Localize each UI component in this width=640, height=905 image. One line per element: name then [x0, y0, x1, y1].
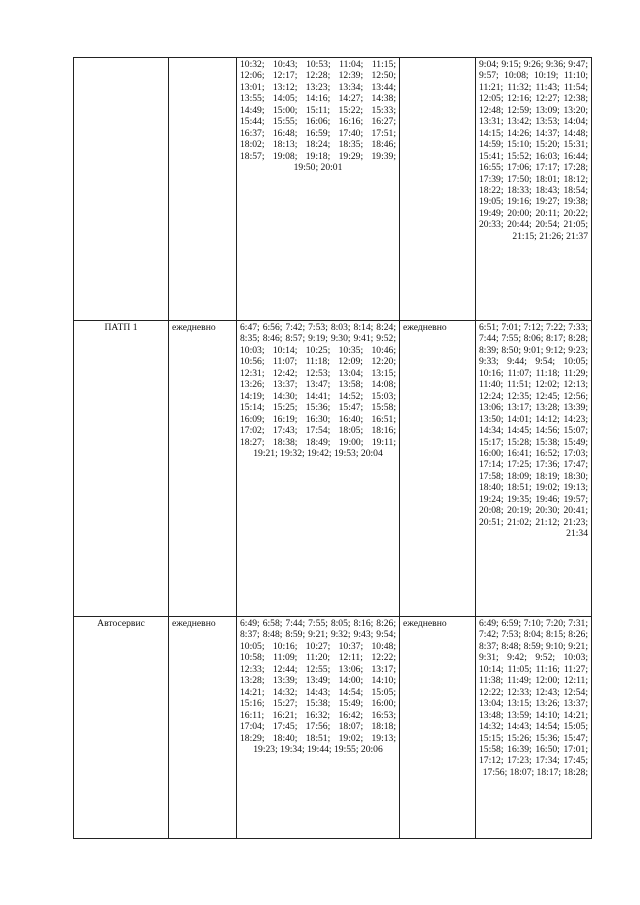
days-direction-b-cell	[400, 58, 476, 321]
times-direction-a-cell: 6:47; 6:56; 7:42; 7:53; 8:03; 8:14; 8:24; 8:35; 8:46; 8:57; 9:19; 9:30; 9:41; 9:52; 10:03; 10:14; 10:25; 10:35; 10:46; 10:56; 11:07; 11:18; 12:09; 12:20; 12:31; 12:42; 12:53; 13:04; 13:15; 13:26; 13:37; 13:47; 13:58; 14:08; 14:19; 14:30; 14:41; 14:52; 15:03; 15:14; 15:25; 15:36; 15:47; 15:58; 16:09; 16:19; 16:30; 16:40; 16:51; 17:02; 17:43; 17:54; 18:05; 18:16; 18:27; 18:38; 18:49; 19:00; 19:11; 19:21; 19:32; 19:42; 19:53; 20:04	[237, 321, 400, 617]
days-direction-b-cell: ежедневно	[400, 321, 476, 617]
stop-name-cell	[74, 58, 169, 321]
stop-name-cell: Автосервис	[74, 617, 169, 839]
times-direction-b-cell: 9:04; 9:15; 9:26; 9:36; 9:47; 9:57; 10:08; 10:19; 11:10; 11:21; 11:32; 11:43; 11:54; 12:05; 12:16; 12:27; 12:38; 12:48; 12:59; 13:09; 13:20; 13:31; 13:42; 13:53; 14:04; 14:15; 14:26; 14:37; 14:48; 14:59; 15:10; 15:20; 15:31; 15:41; 15:52; 16:03; 16:44; 16:55; 17:06; 17:17; 17:28; 17:39; 17:50; 18:01; 18:12; 18:22; 18:33; 18:43; 18:54; 19:05; 19:16; 19:27; 19:38; 19:49; 20:00; 20:11; 20:22; 20:33; 20:44; 20:54; 21:05; 21:15; 21:26; 21:37	[476, 58, 592, 321]
days-direction-b-cell: ежедневно	[400, 617, 476, 839]
schedule-table	[73, 57, 592, 839]
table-row	[74, 617, 592, 839]
table-row	[74, 58, 592, 321]
days-direction-a-cell: ежедневно	[169, 617, 237, 839]
days-direction-a-cell: ежедневно	[169, 321, 237, 617]
table-row	[74, 321, 592, 617]
times-direction-a-cell: 6:49; 6:58; 7:44; 7:55; 8:05; 8:16; 8:26; 8:37; 8:48; 8:59; 9:21; 9:32; 9:43; 9:54; 10:05; 10:16; 10:27; 10:37; 10:48; 10:58; 11:09; 11:20; 12:11; 12:22; 12:33; 12:44; 12:55; 13:06; 13:17; 13:28; 13:39; 13:49; 14:00; 14:10; 14:21; 14:32; 14:43; 14:54; 15:05; 15:16; 15:27; 15:38; 15:49; 16:00; 16:11; 16:21; 16:32; 16:42; 16:53; 17:04; 17:45; 17:56; 18:07; 18:18; 18:29; 18:40; 18:51; 19:02; 19:13; 19:23; 19:34; 19:44; 19:55; 20:06	[237, 617, 400, 839]
stop-name-cell: ПАТП 1	[74, 321, 169, 617]
days-direction-a-cell	[169, 58, 237, 321]
times-direction-a-cell: 10:32; 10:43; 10:53; 11:04; 11:15; 12:06; 12:17; 12:28; 12:39; 12:50; 13:01; 13:12; 13:23; 13:34; 13:44; 13:55; 14:05; 14:16; 14:27; 14:38; 14:49; 15:00; 15:11; 15:22; 15:33; 15:44; 15:55; 16:06; 16:16; 16:27; 16:37; 16:48; 16:59; 17:40; 17:51; 18:02; 18:13; 18:24; 18:35; 18:46; 18:57; 19:08; 19:18; 19:29; 19:39; 19:50; 20:01	[237, 58, 400, 321]
times-direction-b-cell: 6:51; 7:01; 7:12; 7:22; 7:33; 7:44; 7:55; 8:06; 8:17; 8:28; 8:39; 8:50; 9:01; 9:12; 9:23; 9:33; 9:44; 9:54; 10:05; 10:16; 11:07; 11:18; 11:29; 11:40; 11:51; 12:02; 12:13; 12:24; 12:35; 12:45; 12:56; 13:06; 13:17; 13:28; 13:39; 13:50; 14:01; 14:12; 14:23; 14:34; 14:45; 14:56; 15:07; 15:17; 15:28; 15:38; 15:49; 16:00; 16:41; 16:52; 17:03; 17:14; 17:25; 17:36; 17:47; 17:58; 18:09; 18:19; 18:30; 18:40; 18:51; 19:02; 19:13; 19:24; 19:35; 19:46; 19:57; 20:08; 20:19; 20:30; 20:41; 20:51; 21:02; 21:12; 21:23; 21:34	[476, 321, 592, 617]
times-direction-b-cell: 6:49; 6:59; 7:10; 7:20; 7:31; 7:42; 7:53; 8:04; 8:15; 8:26; 8:37; 8:48; 8:59; 9:10; 9:21; 9:31; 9:42; 9:52; 10:03; 10:14; 11:05; 11:16; 11:27; 11:38; 11:49; 12:00; 12:11; 12:22; 12:33; 12:43; 12:54; 13:04; 13:15; 13:26; 13:37; 13:48; 13:59; 14:10; 14:21; 14:32; 14:43; 14:54; 15:05; 15:15; 15:26; 15:36; 15:47; 15:58; 16:39; 16:50; 17:01; 17:12; 17:23; 17:34; 17:45; 17:56; 18:07; 18:17; 18:28;	[476, 617, 592, 839]
